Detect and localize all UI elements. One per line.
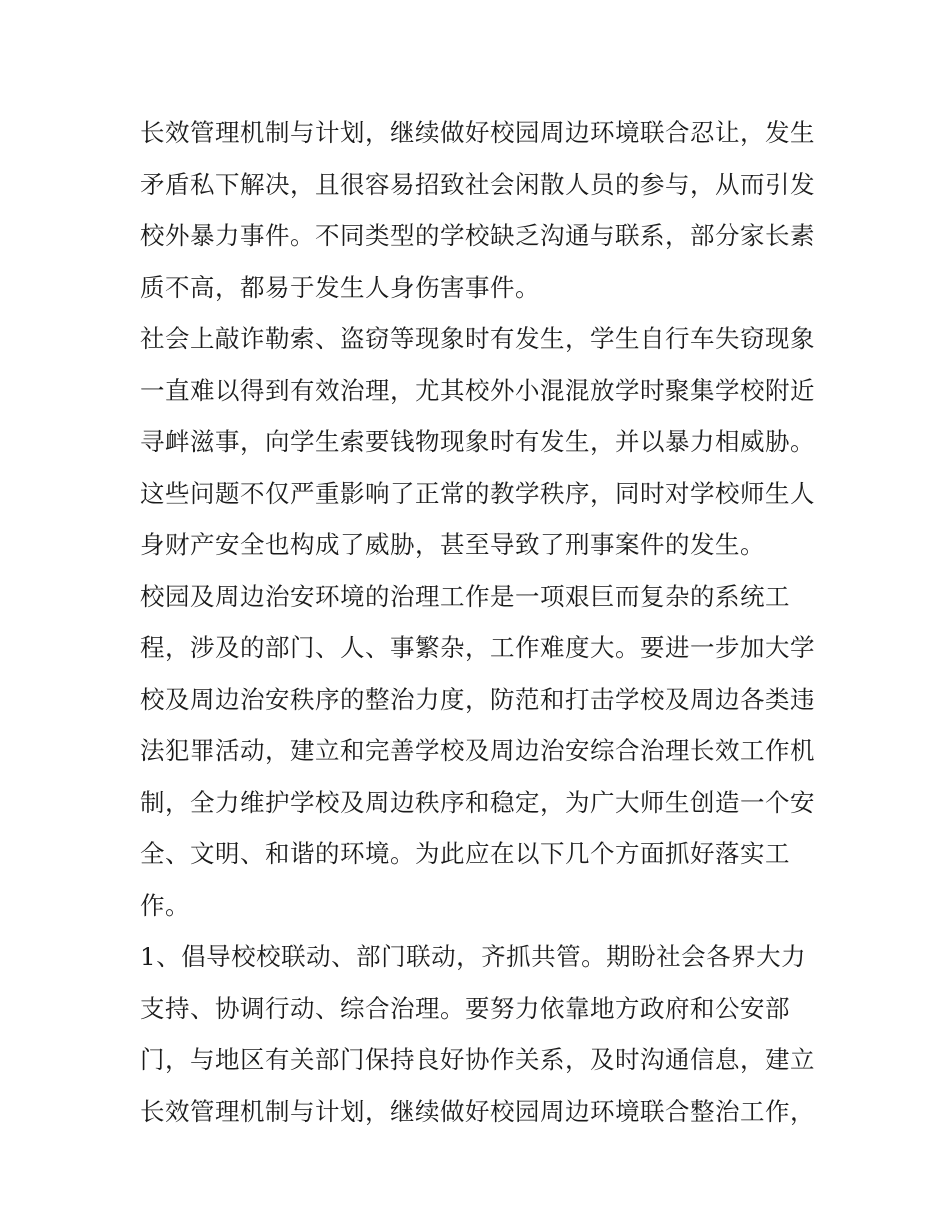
text-line: 长效管理机制与计划，继续做好校园周边环境联合整治工作， xyxy=(140,1096,815,1126)
text-line: 校外暴力事件。不同类型的学校缺乏沟通与联系，部分家长素 xyxy=(140,221,815,250)
text-line: 寻衅滋事，向学生索要钱物现象时有发生，并以暴力相威胁。 xyxy=(140,427,815,456)
text-line: 全、文明、和谐的环境。为此应在以下几个方面抓好落实工 xyxy=(140,839,790,868)
text-line: 作。 xyxy=(140,890,190,920)
text-line: 校及周边治安秩序的整治力度，防范和打击学校及周边各类违 xyxy=(140,684,815,714)
text-line: 制，全力维护学校及周边秩序和稳定，为广大师生创造一个安 xyxy=(140,787,815,817)
text-line: 门，与地区有关部门保持良好协作关系，及时沟通信息，建立 xyxy=(140,1045,815,1074)
text-line: 1、倡导校校联动、部门联动，齐抓共管。期盼社会各界大力 xyxy=(140,942,807,971)
text-line: 矛盾私下解决，且很容易招致社会闲散人员的参与，从而引发 xyxy=(140,169,815,199)
text-line: 质不高，都易于发生人身伤害事件。 xyxy=(140,272,540,302)
text-line: 法犯罪活动，建立和完善学校及周边治安综合治理长效工作机 xyxy=(140,736,815,765)
document-body xyxy=(140,107,820,1137)
text-line: 长效管理机制与计划，继续做好校园周边环境联合忍让，发生 xyxy=(140,118,815,147)
text-line: 身财产安全也构成了威胁，甚至导致了刑事案件的发生。 xyxy=(140,530,765,559)
text-line: 一直难以得到有效治理，尤其校外小混混放学时聚集学校附近 xyxy=(140,375,815,405)
text-line: 这些问题不仅严重影响了正常的教学秩序，同时对学校师生人 xyxy=(140,478,815,508)
text-line: 程，涉及的部门、人、事繁杂，工作难度大。要进一步加大学 xyxy=(140,633,815,662)
text-line: 社会上敲诈勒索、盗窃等现象时有发生，学生自行车失窃现象 xyxy=(140,324,815,353)
text-line: 支持、协调行动、综合治理。要努力依靠地方政府和公安部 xyxy=(140,993,790,1023)
text-line: 校园及周边治安环境的治理工作是一项艰巨而复杂的系统工 xyxy=(140,581,790,611)
